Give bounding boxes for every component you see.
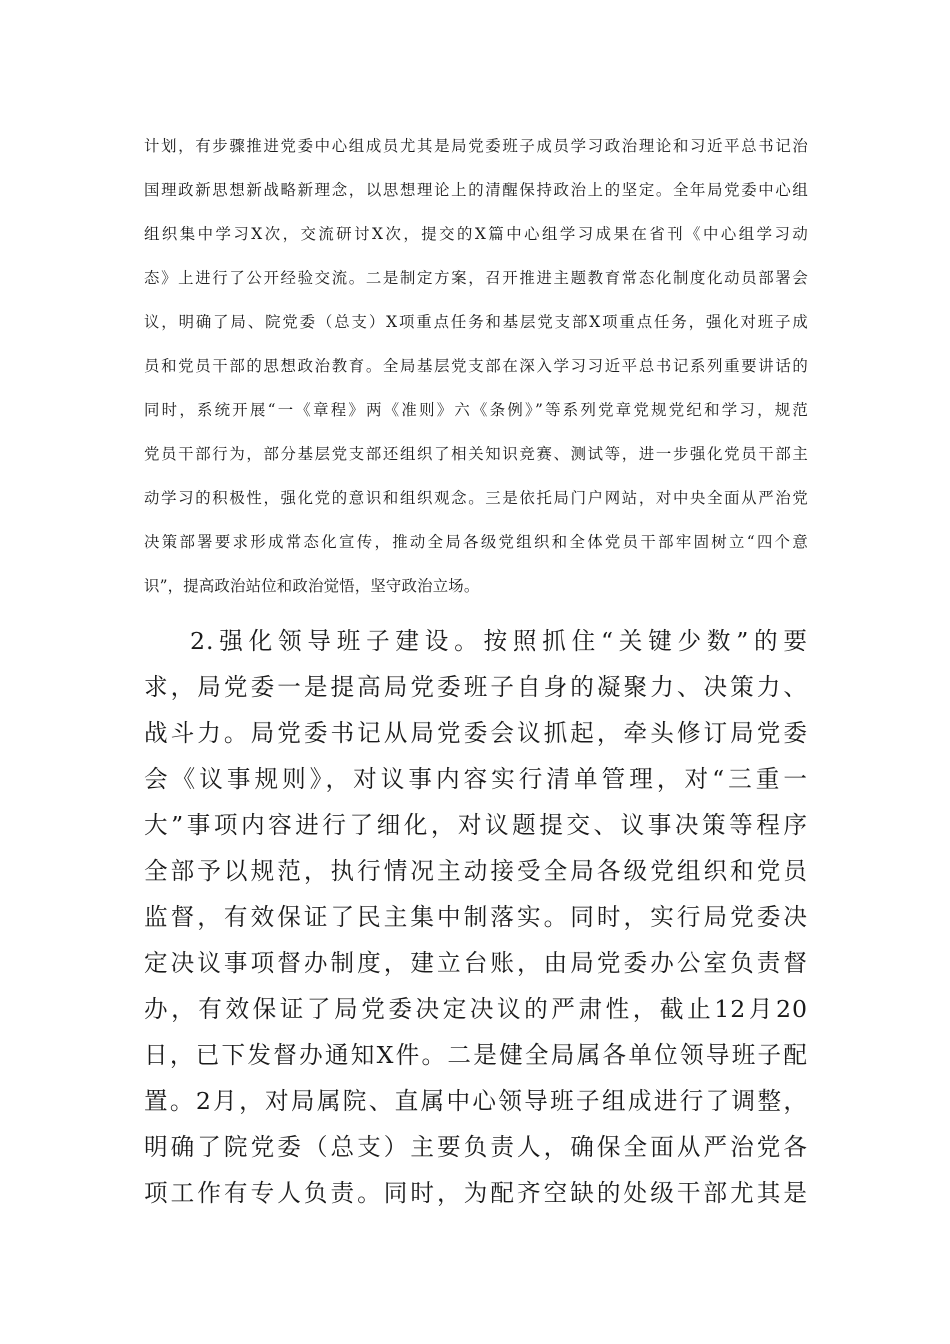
paragraph-2-line-2: 求，局党委一是提高局党委班子自身的凝聚力、决策力、 [144,673,808,701]
paragraph-1-line-2: 国理政新思想新战略新理念，以思想理论上的清醒保持政治上的坚定。全年局党委中心组 [144,181,808,199]
paragraph-1-line-11: 识”，提高政治站位和政治觉悟，坚守政治立场。 [144,577,480,595]
paragraph-1-line-9: 动学习的积极性，强化党的意识和组织观念。三是依托局门户网站，对中央全面从严治党 [144,489,808,507]
paragraph-1-line-5: 议，明确了局、院党委（总支）Ⅹ项重点任务和基层党支部Ⅹ项重点任务，强化对班子成 [144,313,808,331]
paragraph-2-line-8: 定决议事项督办制度，建立台账，由局党委办公室负责督 [144,949,808,977]
paragraph-2-line-12: 明确了院党委（总支）主要负责人，确保全面从严治党各 [144,1133,808,1161]
paragraph-2-line-11: 置。2月，对局属院、直属中心领导班子组成进行了调整， [144,1087,808,1115]
paragraph-1-line-7: 同时，系统开展“一《章程》两《准则》六《条例》”等系列党章党规党纪和学习，规范 [144,401,808,419]
paragraph-2-line-1: 2.强化领导班子建设。按照抓住“关键少数”的要 [190,627,808,655]
paragraph-2-line-9: 办，有效保证了局党委决定决议的严肃性，截止12月20 [144,995,808,1023]
paragraph-1-line-4: 态》上进行了公开经验交流。二是制定方案，召开推进主题教育常态化制度化动员部署会 [144,269,808,287]
paragraph-2-line-6: 全部予以规范，执行情况主动接受全局各级党组织和党员 [144,857,808,885]
paragraph-2-line-3: 战斗力。局党委书记从局党委会议抓起，牵头修订局党委 [144,719,808,747]
paragraph-1-line-10: 决策部署要求形成常态化宣传，推动全局各级党组织和全体党员干部牢固树立“四个意 [144,533,808,551]
paragraph-1-line-8: 党员干部行为，部分基层党支部还组织了相关知识竞赛、测试等，进一步强化党员干部主 [144,445,808,463]
paragraph-1-line-3: 组织集中学习Ⅹ次，交流研讨Ⅹ次，提交的Ⅹ篇中心组学习成果在省刊《中心组学习动 [144,225,808,243]
paragraph-2-line-13: 项工作有专人负责。同时，为配齐空缺的处级干部尤其是 [144,1179,808,1207]
paragraph-1-line-6: 员和党员干部的思想政治教育。全局基层党支部在深入学习习近平总书记系列重要讲话的 [144,357,808,375]
paragraph-2-line-4: 会《议事规则》，对议事内容实行清单管理，对“三重一 [144,765,808,793]
paragraph-2-line-7: 监督，有效保证了民主集中制落实。同时，实行局党委决 [144,903,808,931]
paragraph-2-line-10: 日，已下发督办通知Ⅹ件。二是健全局属各单位领导班子配 [144,1041,808,1069]
paragraph-2-line-5: 大”事项内容进行了细化，对议题提交、议事决策等程序 [144,811,808,839]
paragraph-1-line-1: 计划，有步骤推进党委中心组成员尤其是局党委班子成员学习政治理论和习近平总书记治 [144,137,808,155]
